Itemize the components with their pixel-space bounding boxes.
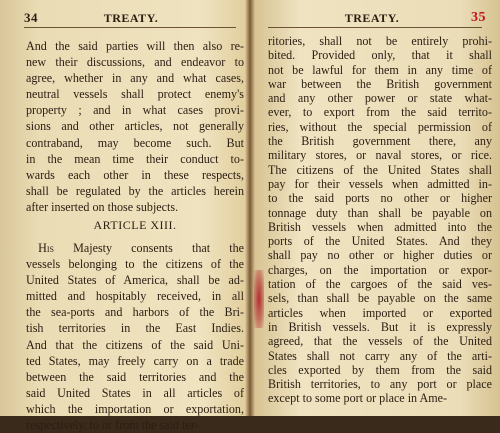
paragraph xyxy=(26,240,244,433)
header-rule xyxy=(268,27,482,28)
text-line: new their discussions, and endeavor to xyxy=(26,55,244,70)
text-line: ted States, may freely carry on a trade xyxy=(26,353,244,368)
text-line: military stores, or naval stores, or rice. xyxy=(268,148,492,163)
text-line: wards each other in these respects, xyxy=(26,167,244,182)
text-line: sions and other articles, not generally xyxy=(26,119,244,134)
header-rule xyxy=(24,27,236,28)
text-line: ritories, shall not be entirely prohi- xyxy=(268,34,492,48)
text-line: And that the citizens of the said Uni- xyxy=(26,337,244,352)
lead-word: His xyxy=(38,241,54,255)
text-line: British vessels when admitted into the xyxy=(268,219,492,234)
text-line: war between the British government xyxy=(268,76,492,91)
text-line: neutral vessels shall protect enemy's xyxy=(26,87,244,102)
text-line: tation of the cargoes of the said ves- xyxy=(268,277,492,292)
left-page-header xyxy=(0,10,250,32)
text-line: The citizens of the United States shall xyxy=(268,162,492,177)
text-line: respectively, to or from the said ter- xyxy=(26,418,199,433)
text-line: said United States in all articles of xyxy=(26,385,244,400)
text-line: the sea-ports and harbors of the Bri- xyxy=(26,305,244,320)
text-line: vessels belonging to the citizens of the xyxy=(26,257,244,272)
page-body xyxy=(268,34,492,406)
text-line: except to some port or place in Ame- xyxy=(268,391,447,406)
text-line: United States of America, shall be ad- xyxy=(26,273,244,288)
text-line: to the said ports no other or higher xyxy=(268,191,492,206)
text-line: charges, on the importation or expor- xyxy=(268,262,492,277)
text-line: cles exported by them from the said xyxy=(268,362,492,377)
right-page xyxy=(252,0,500,416)
article-heading: ARTICLE XIII. xyxy=(93,218,177,232)
text-line: agree, whether in any and what cases, xyxy=(26,71,244,86)
text-line: And the said parties will then also re- xyxy=(26,39,244,53)
text-line: tonnage duty than shall be payable on xyxy=(268,205,492,220)
text-line xyxy=(26,240,244,256)
text-line: mitted and hospitably received, in all xyxy=(26,289,244,304)
text-line: contraband, may become such. But xyxy=(26,135,244,150)
text-line: the British government there, any xyxy=(268,134,492,149)
text-line: bited. Provided only, that it shall xyxy=(268,48,492,63)
paragraph xyxy=(26,38,244,215)
page-number: 35 xyxy=(471,10,486,25)
text-line: between the said territories and the xyxy=(26,369,244,384)
text-line: ries, without the special permission of xyxy=(268,119,492,134)
text-line: ever, to export from the said territo- xyxy=(268,105,492,120)
text-line: not be lawful for them in any time of xyxy=(268,62,492,77)
text-line: British territories, to any port or place xyxy=(268,377,492,392)
text-line: sels, than shall be payable on the same xyxy=(268,291,492,306)
text-line: States shall not carry any of the arti- xyxy=(268,348,492,363)
text-line: which the importation or exportation, xyxy=(26,401,244,416)
text-line: in the mean time their conduct to- xyxy=(26,151,244,166)
text-line: in British vessels. But it is expressly xyxy=(268,319,492,334)
text-line: ports of the United States. And they xyxy=(268,234,492,249)
text-line: after inserted on those subjects. xyxy=(26,199,179,214)
page-number: 34 xyxy=(24,10,38,25)
text-line: and any other power or state what- xyxy=(268,91,492,106)
text-line: property ; and in what cases provi- xyxy=(26,103,244,118)
running-head: TREATY. xyxy=(103,11,159,25)
text-line: agreed, that the vessels of the United xyxy=(268,334,492,349)
text-line: shall pay no other or higher duties or xyxy=(268,248,492,263)
running-head: TREATY. xyxy=(344,11,400,25)
text-line: pay for their vessels when admitted in- xyxy=(268,176,492,191)
text-line: shall be regulated by the articles herein xyxy=(26,183,244,198)
right-page-header xyxy=(252,10,500,32)
lead-text: Majesty consents that the xyxy=(73,241,244,255)
text-line: tish territories in the East Indies. xyxy=(26,321,244,336)
text-line: articles when imported or exported xyxy=(268,305,492,320)
